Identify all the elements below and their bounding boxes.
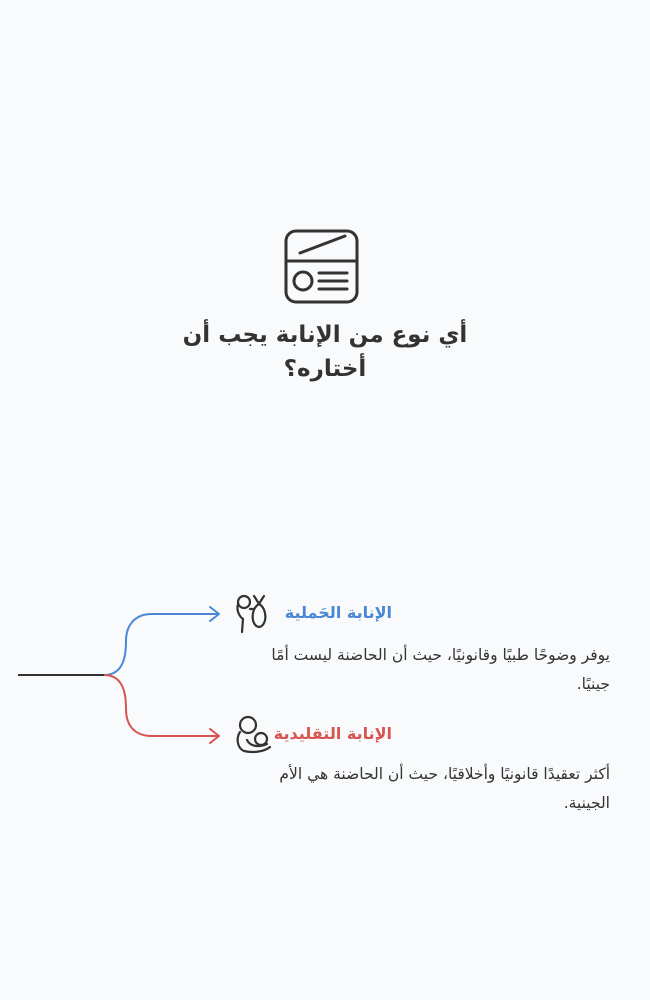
option-title-gestational: الإنابة الحَملية bbox=[284, 603, 392, 622]
option-description-traditional: أكثر تعقيدًا قانونيًا وأخلاقيًا، حيث أن الحاضنة هي الأم الجينية. bbox=[279, 765, 610, 812]
option-description-gestational: يوفر وضوحًا طبيًا وقانونيًا، حيث أن الحاضنة ليست أمًا جينيًا. bbox=[271, 646, 610, 693]
page-title: أي نوع من الإنابة يجب أن أختاره؟ bbox=[182, 322, 468, 382]
branch-line-red bbox=[104, 675, 219, 736]
option-title-traditional: الإنابة التقليدية bbox=[273, 724, 392, 743]
branch-line-blue bbox=[104, 614, 219, 675]
